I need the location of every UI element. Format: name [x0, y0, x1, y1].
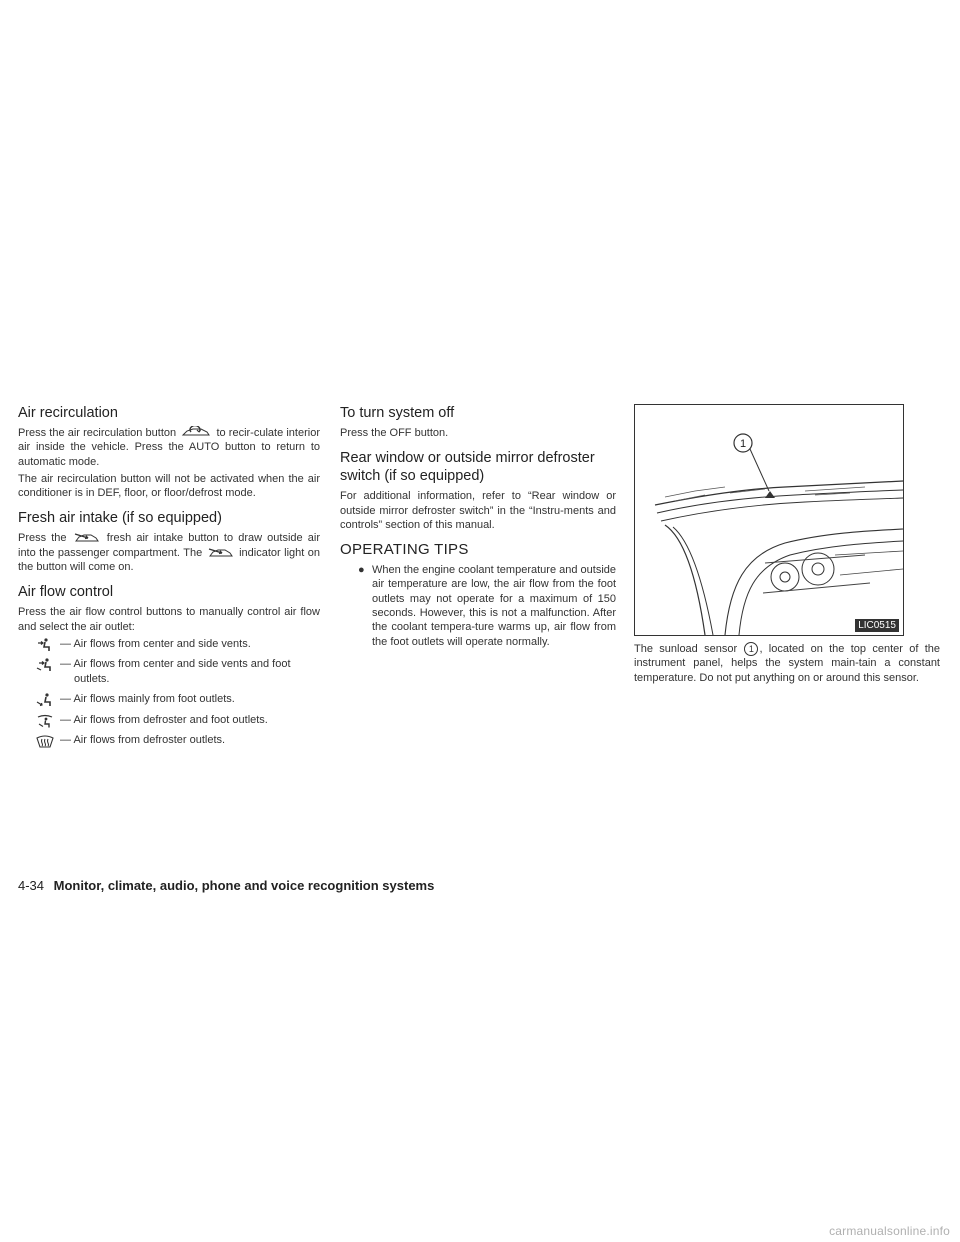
fresh-air-indicator-icon	[208, 546, 234, 558]
fresh-air-heading: Fresh air intake (if so equipped)	[18, 510, 222, 527]
air-recirculation-section	[18, 404, 320, 500]
air-flow-section	[18, 583, 320, 748]
operating-tips-heading: OPERATING TIPS	[340, 541, 469, 559]
defrost-foot-mode-icon	[36, 714, 54, 728]
middle-column	[340, 404, 616, 658]
mode-bilevel: — Air flows from center and side vents and foot outlets.	[18, 657, 320, 686]
operating-tip-item: ● When the engine coolant temperature and outside air temperature are low, the air flow from the foot outlets may not operate for a maximum of 150 seconds. However, this is not a malfunction. After the coolant tempera-ture warms up, air flow from the foot outlets will operate normally.	[358, 564, 616, 648]
air-recirculation-paragraph: Press the air recirculation button to recir-culate interior air inside the vehicle. Press the AUTO button to return to automatic mode.	[18, 427, 320, 468]
bullet-icon: ●	[358, 564, 365, 577]
fresh-air-car-icon	[74, 531, 100, 543]
system-off-heading: To turn system off	[340, 405, 455, 421]
callout-number: 1	[739, 438, 747, 450]
mode-vent: — Air flows from center and side vents.	[18, 637, 320, 652]
left-column	[18, 404, 320, 757]
bilevel-mode-icon	[36, 658, 54, 672]
rear-defroster-section	[340, 449, 616, 532]
right-column	[634, 404, 940, 688]
foot-mode-icon	[36, 693, 54, 707]
fresh-air-paragraph: Press the fresh air intake button to draw outside air into the passenger compartment. The indicator light on the button will come on.	[18, 532, 320, 574]
watermark: carmanualsonline.info	[829, 1224, 950, 1238]
air-flow-mode-list	[18, 637, 320, 748]
fresh-air-section	[18, 509, 320, 574]
page-number: 4-34	[18, 878, 45, 893]
mode-foot: — Air flows mainly from foot outlets.	[18, 692, 320, 707]
vent-mode-icon	[36, 638, 54, 652]
air-flow-intro: Press the air flow control buttons to manually control air flow and select the air outlet:	[18, 606, 320, 633]
defrost-mode-icon	[36, 734, 54, 748]
chapter-title: Monitor, climate, audio, phone and voice recognition systems	[53, 878, 435, 893]
sunload-sensor-figure	[634, 404, 904, 636]
air-flow-heading: Air flow control	[18, 584, 114, 601]
rear-defroster-paragraph: For additional information, refer to “Rear window or outside mirror defroster switch” in the “Instru-ments and controls” section of this manual.	[340, 490, 616, 531]
recirculation-car-icon	[181, 426, 211, 438]
dashboard-illustration	[635, 405, 903, 635]
system-off-paragraph: Press the OFF button.	[340, 427, 449, 439]
air-recirculation-heading: Air recirculation	[18, 405, 118, 421]
rear-defroster-heading: Rear window or outside mirror defroster switch (if so equipped)	[340, 450, 595, 485]
mode-defrost: — Air flows from defroster outlets.	[18, 733, 320, 748]
mode-defrost-foot: — Air flows from defroster and foot outlets.	[18, 713, 320, 728]
sunload-sensor-paragraph: The sunload sensor 1 , located on the top center of the instrument panel, helps the system main-tain a constant temperature. Do not put anything on or around this sensor.	[634, 643, 940, 684]
operating-tips-section	[340, 541, 616, 649]
figure-code: LIC0515	[855, 619, 899, 632]
system-off-section	[340, 404, 616, 440]
air-recirculation-note: The air recirculation button will not be activated when the air conditioner is in DEF, floor, or floor/defrost mode.	[18, 472, 320, 500]
sensor-reference-marker: 1	[744, 642, 758, 656]
page-footer	[18, 878, 434, 893]
